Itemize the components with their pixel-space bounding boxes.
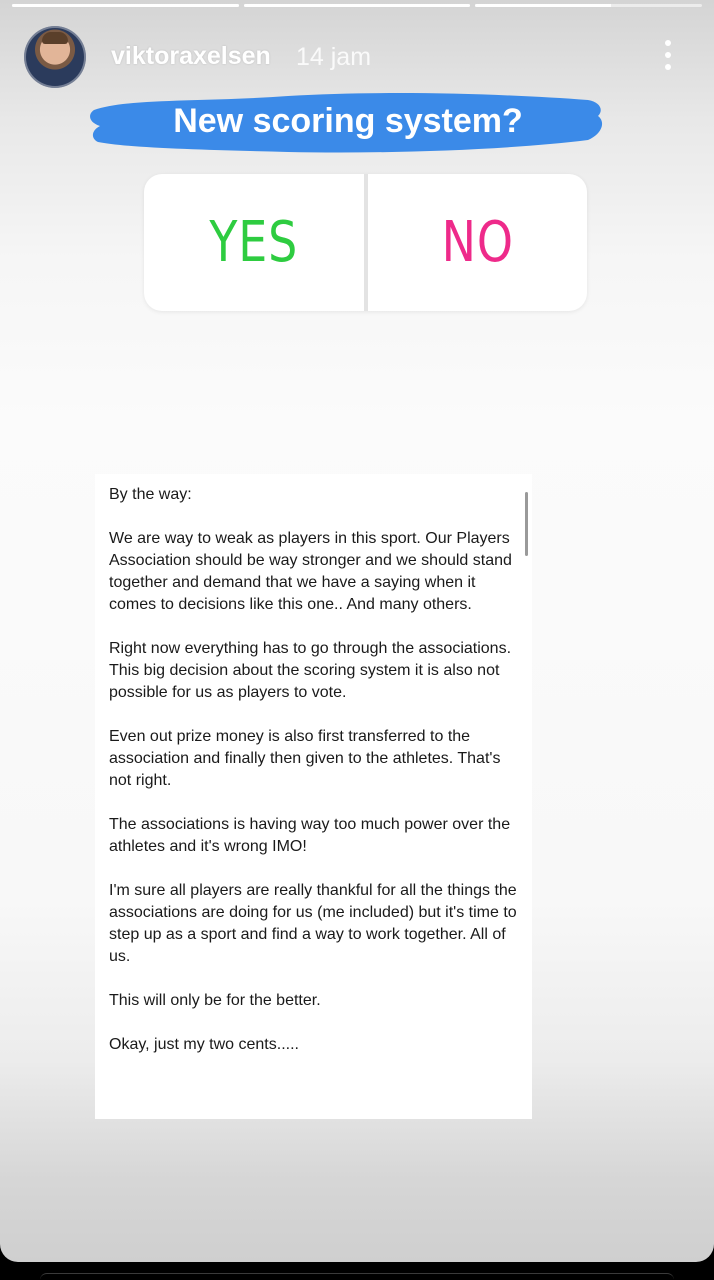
note-paragraph: Right now everything has to go through the associations. This big decision about the scoring system it is also not possible for us as players to vote.	[109, 640, 512, 701]
poll-divider	[364, 174, 368, 311]
note-paragraph: This will only be for the better.	[109, 992, 321, 1009]
note-paragraph: By the way:	[109, 486, 192, 503]
note-paragraph: Okay, just my two cents.....	[109, 1036, 299, 1053]
poll-question: New scoring system?	[173, 102, 523, 140]
note-paragraph: We are way to weak as players in this sport. Our Players Association should be way stronger and we should stand together and demand that we have a saying when it comes to decisions like this one.. And many others.	[109, 530, 512, 613]
avatar[interactable]	[24, 26, 86, 88]
notes-screenshot	[95, 474, 532, 1119]
story-progress-bar	[12, 4, 702, 8]
poll-option-yes[interactable]: YES	[209, 210, 299, 275]
home-indicator	[40, 1273, 674, 1280]
progress-segment	[12, 4, 239, 7]
poll-option-no[interactable]: NO	[441, 210, 514, 275]
poll-sticker	[144, 174, 587, 311]
more-options-icon[interactable]	[664, 40, 672, 70]
poll-question-banner	[88, 88, 608, 158]
note-paragraph: The associations is having way too much power over the athletes and it's wrong IMO!	[109, 816, 511, 855]
note-scrollbar[interactable]	[525, 492, 528, 556]
note-paragraph: Even out prize money is also first transferred to the association and finally then given to the athletes. That's not right.	[109, 728, 501, 789]
note-text	[109, 484, 519, 1078]
story-header	[24, 24, 690, 88]
progress-segment	[475, 4, 702, 7]
timestamp: 14 jam	[296, 43, 372, 71]
note-paragraph: I'm sure all players are really thankful for all the things the associations are doing for us (me included) but it's time to step up as a sport and find a way to work together. All of us.	[109, 882, 517, 965]
progress-segment	[244, 4, 471, 7]
username[interactable]: viktoraxelsen	[111, 42, 271, 70]
